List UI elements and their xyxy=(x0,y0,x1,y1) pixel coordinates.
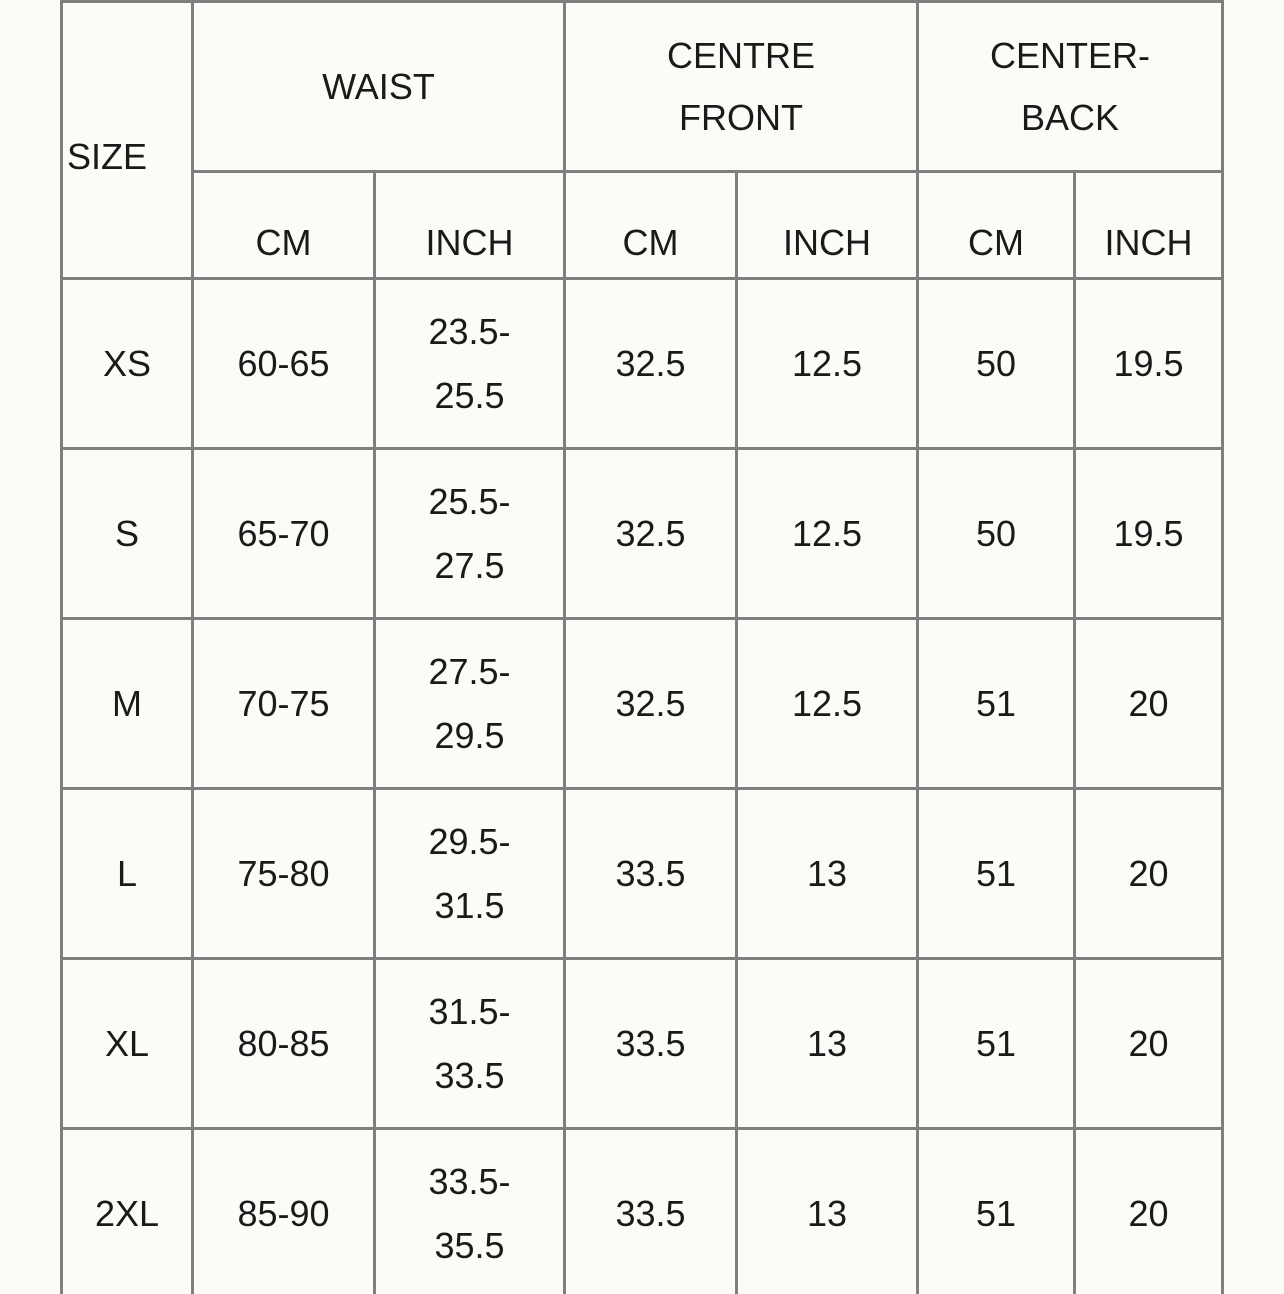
waist-inch-value: 27.5-29.5 xyxy=(428,650,511,756)
waist-inch-cell xyxy=(375,449,565,619)
size-cell: M xyxy=(62,619,193,789)
waist-cm-value: 80-85 xyxy=(237,1022,330,1064)
header-centre-front xyxy=(565,2,918,172)
centre-front-cm-cell: 32.5 xyxy=(565,279,737,449)
waist-cm-value: 70-75 xyxy=(237,682,330,724)
header-unit: INCH xyxy=(1075,172,1223,279)
waist-cm-value: 75-80 xyxy=(237,852,330,894)
header-centre-front-label: CENTRE FRONT xyxy=(666,34,815,138)
centre-front-inch-cell: 12.5 xyxy=(737,279,918,449)
size-cell: L xyxy=(62,789,193,959)
centre-front-inch-cell: 13 xyxy=(737,789,918,959)
header-unit: INCH xyxy=(375,172,565,279)
size-cell: S xyxy=(62,449,193,619)
table-row xyxy=(62,279,1223,449)
header-unit: CM xyxy=(565,172,737,279)
centre-front-cm-cell: 32.5 xyxy=(565,449,737,619)
waist-inch-cell xyxy=(375,959,565,1129)
waist-cm-cell xyxy=(193,789,375,959)
header-row-groups xyxy=(62,2,1223,172)
waist-inch-value: 29.5-31.5 xyxy=(428,820,511,926)
waist-inch-cell xyxy=(375,279,565,449)
centre-front-cm-cell: 33.5 xyxy=(565,1129,737,1294)
center-back-inch-cell: 20 xyxy=(1075,959,1223,1129)
center-back-cm-cell: 50 xyxy=(918,449,1075,619)
table-row xyxy=(62,789,1223,959)
waist-cm-cell xyxy=(193,619,375,789)
waist-inch-value: 25.5-27.5 xyxy=(428,480,511,586)
waist-inch-cell xyxy=(375,1129,565,1294)
header-waist xyxy=(193,2,565,172)
center-back-inch-cell: 19.5 xyxy=(1075,279,1223,449)
centre-front-inch-cell: 12.5 xyxy=(737,449,918,619)
waist-cm-cell xyxy=(193,1129,375,1294)
centre-front-cm-cell: 33.5 xyxy=(565,789,737,959)
waist-inch-value: 31.5-33.5 xyxy=(428,990,511,1096)
center-back-cm-cell: 51 xyxy=(918,789,1075,959)
table-row xyxy=(62,619,1223,789)
header-size: SIZE xyxy=(62,2,193,279)
table-row xyxy=(62,959,1223,1129)
waist-inch-value: 23.5-25.5 xyxy=(428,310,511,416)
size-cell: XS xyxy=(62,279,193,449)
waist-cm-value: 85-90 xyxy=(237,1192,330,1234)
header-unit: CM xyxy=(193,172,375,279)
centre-front-inch-cell: 13 xyxy=(737,959,918,1129)
center-back-inch-cell: 20 xyxy=(1075,789,1223,959)
center-back-inch-cell: 19.5 xyxy=(1075,449,1223,619)
center-back-cm-cell: 51 xyxy=(918,619,1075,789)
centre-front-cm-cell: 32.5 xyxy=(565,619,737,789)
size-cell: 2XL xyxy=(62,1129,193,1294)
waist-inch-cell xyxy=(375,619,565,789)
header-unit: INCH xyxy=(737,172,918,279)
waist-cm-value: 65-70 xyxy=(237,512,330,554)
table-row xyxy=(62,1129,1223,1294)
center-back-cm-cell: 51 xyxy=(918,1129,1075,1294)
waist-inch-cell xyxy=(375,789,565,959)
centre-front-inch-cell: 12.5 xyxy=(737,619,918,789)
center-back-inch-cell: 20 xyxy=(1075,1129,1223,1294)
center-back-cm-cell: 50 xyxy=(918,279,1075,449)
waist-cm-cell xyxy=(193,959,375,1129)
size-cell: XL xyxy=(62,959,193,1129)
header-unit: CM xyxy=(918,172,1075,279)
header-row-units xyxy=(62,172,1223,279)
waist-inch-value: 33.5-35.5 xyxy=(428,1160,511,1266)
waist-cm-cell xyxy=(193,279,375,449)
header-center-back-label: CENTER-BACK xyxy=(990,34,1150,138)
center-back-cm-cell: 51 xyxy=(918,959,1075,1129)
centre-front-cm-cell: 33.5 xyxy=(565,959,737,1129)
header-waist-label: WAIST xyxy=(322,65,435,107)
header-center-back xyxy=(918,2,1223,172)
size-chart-table xyxy=(60,0,1224,1294)
centre-front-inch-cell: 13 xyxy=(737,1129,918,1294)
center-back-inch-cell: 20 xyxy=(1075,619,1223,789)
waist-cm-value: 60-65 xyxy=(237,342,330,384)
waist-cm-cell xyxy=(193,449,375,619)
table-row xyxy=(62,449,1223,619)
